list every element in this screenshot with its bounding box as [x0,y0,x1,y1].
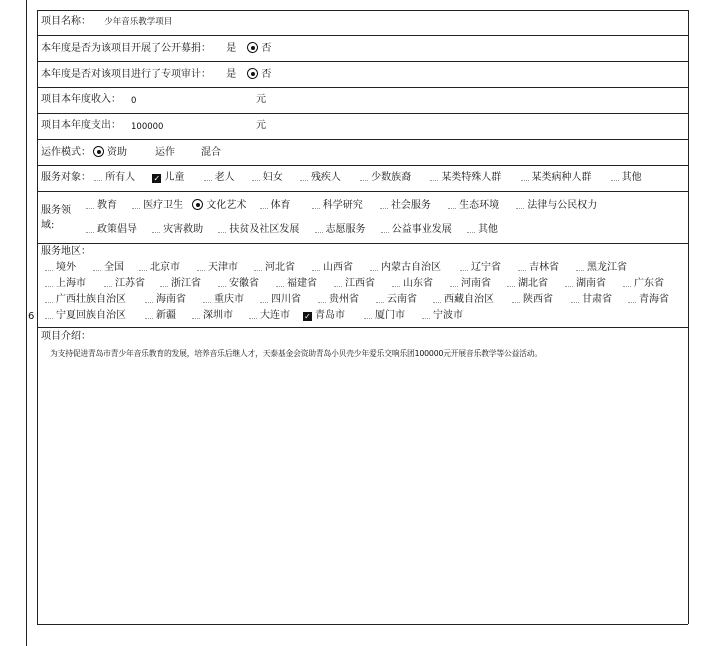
operation-mode-option[interactable]: 混合 [201,147,221,158]
region-label: 宁波市 [433,310,463,321]
checkbox-icon[interactable] [276,278,284,287]
service-field-option[interactable]: 科学研究 [322,200,363,211]
service-field-option[interactable]: 公益事业发展 [391,224,452,235]
checkbox-icon[interactable] [376,294,384,303]
checkbox-icon[interactable] [565,278,573,287]
special-audit-yes-option[interactable] [226,69,236,80]
service-targets-row [41,172,656,184]
region-label: 海南省 [156,294,186,305]
row-line [37,243,688,244]
region-option[interactable] [318,294,359,306]
service-target-option[interactable]: 妇女 [262,172,283,183]
region-option[interactable] [460,262,501,274]
region-option[interactable] [507,278,548,290]
introduction-label: 项目介绍： [41,331,91,342]
checkbox-icon[interactable] [392,278,400,287]
checkbox-icon[interactable] [611,172,619,181]
table-border-right [688,10,689,624]
checkbox-icon[interactable] [576,262,584,271]
region-label: 新疆 [156,310,176,321]
region-option[interactable] [334,278,375,290]
checkbox-icon[interactable] [512,294,520,303]
checkbox-icon[interactable] [252,172,260,181]
service-field-option[interactable]: 文化艺术 [206,200,247,211]
checkbox-icon[interactable] [571,294,579,303]
service-field-option[interactable]: 教育 [97,200,117,211]
region-option[interactable] [197,262,238,274]
checkbox-icon[interactable] [93,262,101,271]
yes-label: 是 [226,69,237,80]
region-option[interactable] [260,294,301,306]
operation-mode-label: 运作模式： [41,147,91,158]
service-target-option[interactable]: 老人 [214,172,235,183]
region-label: 甘肃省 [582,294,612,305]
region-label: 天津市 [208,262,238,273]
region-label: 辽宁省 [471,262,501,273]
region-option[interactable] [433,294,494,306]
checkbox-icon[interactable] [467,224,475,233]
region-label: 深圳市 [203,310,233,321]
region-option[interactable] [392,278,433,290]
region-option[interactable] [312,262,353,274]
row-line [37,139,688,140]
checkbox-icon[interactable] [448,200,456,209]
service-target-option[interactable]: 某类特殊人群 [441,172,502,183]
region-label: 重庆市 [214,294,244,305]
expense-value: 100000 [131,122,164,132]
region-option[interactable] [45,262,76,274]
region-option[interactable] [45,294,126,306]
region-label: 境外 [56,262,76,273]
income-label: 项目本年度收入： [41,94,121,105]
checkbox-icon[interactable] [218,224,226,233]
row-line [37,61,688,62]
checkbox-icon[interactable] [86,200,94,209]
service-target-option[interactable]: 所有人 [105,172,136,183]
project-name-label: 项目名称： [41,16,91,27]
region-option[interactable] [422,310,463,322]
no-label: 否 [261,43,272,54]
region-option[interactable] [450,278,491,290]
checkbox-icon[interactable] [45,278,53,287]
region-option[interactable] [160,278,201,290]
service-fields-label: 服务领 [41,205,71,216]
region-option[interactable] [571,294,612,306]
checkbox-icon[interactable] [318,294,326,303]
region-label: 广西壮族自治区 [56,294,126,305]
row-line [37,165,688,166]
income-unit: 元 [256,94,266,105]
region-option[interactable] [512,294,553,306]
service-field-option[interactable]: 医疗卫生 [143,200,184,211]
region-label: 广东省 [634,278,664,289]
region-label: 黑龙江省 [587,262,627,273]
checkbox-icon[interactable] [45,262,53,271]
operation-mode-option[interactable]: 运作 [155,147,175,158]
no-label: 否 [261,69,272,80]
checkbox-icon[interactable] [460,262,468,271]
checkbox-icon[interactable] [623,278,631,287]
region-label: 厦门市 [375,310,405,321]
public-fundraising-row [41,42,271,55]
region-label: 江苏省 [115,278,145,289]
checkbox-icon[interactable] [312,262,320,271]
row-line [37,113,688,114]
checkbox-icon[interactable] [192,310,200,319]
checkbox-icon[interactable] [249,310,257,319]
checkbox-icon[interactable] [86,224,94,233]
table-border-left [26,0,27,646]
checkbox-icon[interactable] [450,278,458,287]
checkbox-icon[interactable] [145,294,153,303]
region-label: 青海省 [639,294,669,305]
checkbox-icon[interactable] [254,262,262,271]
special-audit-row [41,68,271,81]
service-target-option[interactable]: 其他 [621,172,642,183]
region-label: 北京市 [150,262,180,273]
project-name-value: 少年音乐教学项目 [104,17,173,27]
region-label: 山东省 [403,278,433,289]
checkbox-icon[interactable] [430,172,438,181]
region-label: 吉林省 [529,262,559,273]
region-option[interactable] [376,294,417,306]
service-field-option[interactable]: 其他 [477,224,498,235]
service-field-option[interactable]: 生态环境 [459,200,500,211]
checkbox-icon[interactable] [364,310,372,319]
region-label: 河南省 [461,278,491,289]
region-label: 江西省 [345,278,375,289]
checkbox-icon[interactable] [145,310,153,319]
service-target-option[interactable]: 某类病种人群 [531,172,592,183]
service-field-option[interactable]: 体育 [270,200,291,211]
checkbox-icon[interactable] [139,262,147,271]
service-fields-row-2 [86,224,512,236]
operation-mode-option[interactable]: 资助 [107,147,127,158]
special-audit-label: 本年度是否对该项目进行了专项审计： [41,69,211,80]
checkbox-icon[interactable] [422,310,430,319]
region-option[interactable] [104,278,145,290]
checkbox-icon[interactable] [521,172,529,181]
checkbox-icon[interactable] [197,262,205,271]
checkbox-checked-icon[interactable]: ✓ [304,312,311,321]
region-option[interactable] [623,278,664,290]
region-label: 内蒙古自治区 [381,262,441,273]
checkbox-icon[interactable] [516,200,524,209]
row-line [37,191,688,192]
region-label: 山西省 [323,262,353,273]
checkbox-icon[interactable] [312,200,320,209]
checkbox-icon[interactable] [94,172,102,181]
service-field-option[interactable]: 志愿服务 [325,224,366,235]
service-field-option[interactable]: 社会服务 [390,200,431,211]
row-line [37,327,688,328]
region-option[interactable] [192,310,233,322]
checkbox-icon[interactable] [203,294,211,303]
service-field-option[interactable]: 政策倡导 [97,224,137,235]
checkbox-checked-icon[interactable]: ✓ [153,174,161,183]
service-target-option[interactable]: 儿童 [164,172,185,183]
income-value: 0 [131,96,137,106]
checkbox-icon[interactable] [334,278,342,287]
operation-mode-row [41,146,235,159]
checkbox-icon[interactable] [218,278,226,287]
checkbox-icon[interactable] [315,224,323,233]
service-regions-label: 服务地区： [41,246,91,257]
region-label: 湖北省 [518,278,548,289]
region-label: 云南省 [387,294,417,305]
region-label: 浙江省 [171,278,201,289]
service-target-option[interactable]: 残疾人 [310,172,341,183]
checkbox-icon[interactable] [370,262,378,271]
checkbox-icon[interactable] [300,172,308,181]
checkbox-icon[interactable] [260,294,268,303]
region-option[interactable] [576,262,627,274]
yes-label: 是 [226,43,237,54]
row-line [37,87,688,88]
checkbox-icon[interactable] [160,278,168,287]
checkbox-icon[interactable] [360,172,368,181]
region-label: 四川省 [271,294,301,305]
region-label: 西藏自治区 [444,294,494,305]
introduction-text: 为支持促进青岛市青少年音乐教育的发展，培养音乐后继人才，天泰基金会资助青岛小贝壳少年爱乐交响乐团100000元开展音乐教学等公益活动。 [50,349,542,358]
checkbox-icon[interactable] [260,200,268,209]
radio-selected-icon[interactable] [247,42,258,53]
region-option[interactable] [45,278,86,290]
region-label: 青岛市 [315,310,345,321]
region-option[interactable] [45,310,126,322]
row-line [37,624,688,625]
checkbox-icon[interactable] [132,200,140,209]
region-option[interactable] [303,310,345,322]
checkbox-icon[interactable] [507,278,515,287]
region-option[interactable] [218,278,259,290]
region-label: 全国 [104,262,124,273]
region-label: 上海市 [56,278,86,289]
service-field-option[interactable]: 法律与公民权力 [527,200,598,211]
table-border-inner [37,10,38,624]
region-label: 陕西省 [523,294,553,305]
checkbox-icon[interactable] [380,200,388,209]
radio-selected-icon[interactable] [192,199,203,210]
checkbox-icon[interactable] [45,294,53,303]
checkbox-icon[interactable] [45,310,53,319]
region-option[interactable] [139,262,180,274]
radio-selected-icon[interactable] [93,146,104,157]
region-label: 河北省 [265,262,295,273]
checkbox-icon[interactable] [433,294,441,303]
service-fields-label-2: 域: [41,220,55,231]
region-label: 宁夏回族自治区 [56,310,126,321]
row-line [37,35,688,36]
region-label: 福建省 [287,278,317,289]
expense-label: 项目本年度支出： [41,120,121,131]
region-label: 大连市 [260,310,290,321]
checkbox-icon[interactable] [104,278,112,287]
region-option[interactable] [254,262,295,274]
service-fields-row-1 [86,199,611,212]
service-field-option[interactable]: 灾害救助 [163,224,204,235]
region-option[interactable] [276,278,317,290]
region-label: 安徽省 [229,278,259,289]
public-fundraising-yes-option[interactable] [226,43,236,54]
checkbox-icon[interactable] [204,172,212,181]
service-targets-label: 服务对象： [41,172,91,183]
row-number: 6 [28,311,35,322]
region-option[interactable] [249,310,290,322]
checkbox-icon[interactable] [152,224,160,233]
region-option[interactable] [518,262,559,274]
region-option[interactable] [370,262,441,274]
service-field-option[interactable]: 扶贫及社区发展 [229,224,300,235]
checkbox-icon[interactable] [518,262,526,271]
region-option[interactable] [364,310,405,322]
checkbox-icon[interactable] [628,294,636,303]
region-option[interactable] [565,278,606,290]
radio-selected-icon[interactable] [247,68,258,79]
region-option[interactable] [145,294,186,306]
row-line [37,10,688,11]
public-fundraising-label: 本年度是否为该项目开展了公开募捐： [41,43,211,54]
region-option[interactable] [145,310,176,322]
checkbox-icon[interactable] [381,224,389,233]
service-target-option[interactable]: 少数族裔 [371,172,412,183]
region-option[interactable] [93,262,124,274]
expense-unit: 元 [256,120,266,131]
region-option[interactable] [628,294,669,306]
region-label: 湖南省 [576,278,606,289]
region-label: 贵州省 [329,294,359,305]
project-name-row [41,16,172,28]
region-option[interactable] [203,294,244,306]
